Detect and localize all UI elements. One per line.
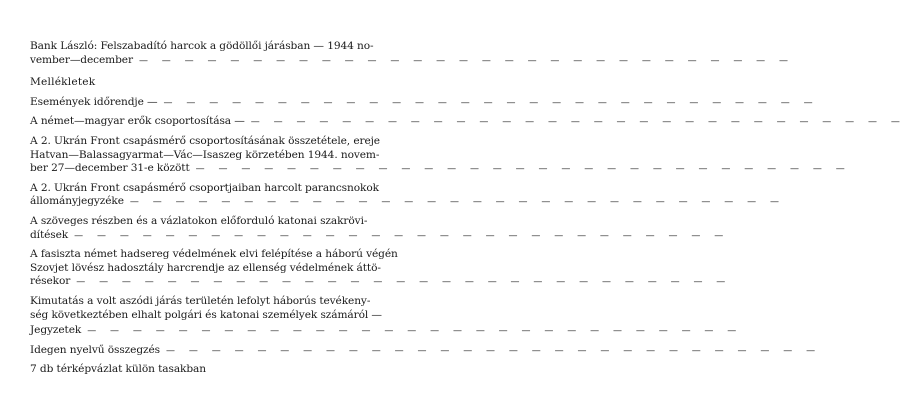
dash-leader: — — — — — — — — — — — — — — — — — — — — — — — — — — — — — (74, 230, 729, 241)
dash-leader: — — — — — — — — — — — — — — — — — — — — — — — — — — — — — (129, 197, 785, 208)
dash-leader: — — — — — — — — — — — — — — — — — — — — — — — — — — — — — (195, 164, 851, 175)
toc-entry (30, 40, 794, 68)
toc-entry (30, 343, 821, 359)
toc-entry-line: Kimutatás a volt aszódi járás területén lefolyt háborús tevékeny- (30, 294, 371, 307)
toc-entry (30, 248, 731, 290)
toc-entry (30, 363, 432, 377)
toc-entry-text: vember—december (30, 53, 133, 66)
dash-leader: — — — — — — — — — — — — — — — — — — — — — — — — — — — — — (250, 117, 905, 128)
dash-leader: — — — — — — — — — — — — — — — — — — — — — — — — — — — — — (166, 345, 821, 356)
dash-leader: — — — — — — — — — — — — — — — — — — — — — — — — — — — — — (76, 277, 731, 288)
toc-entry-last-line (30, 275, 731, 290)
toc-entry-text: dítések (30, 228, 69, 241)
dash-leader: — — — — — — — — — — — — — — — — — — — — — — — — — — — — — (138, 55, 794, 66)
toc-entry-line: Hatvan—Balassagyarmat—Vác—Isaszeg körzetében 1944. novem- (30, 148, 380, 161)
toc-entry (30, 295, 432, 322)
toc-entry-text: Események időrendje — (30, 95, 158, 108)
section-heading: Mellékletek (30, 76, 96, 89)
toc-entry-text: Jegyzetek (30, 324, 82, 337)
toc-entry-text: résekor (30, 275, 71, 288)
toc-entry-last-line (30, 324, 742, 339)
toc-entry-last-line (30, 343, 821, 359)
toc-entry-line: A szöveges részben és a vázlatokon előforduló katonai szakrövi- (30, 214, 368, 227)
toc-entry-text: A német—magyar erők csoportosítása — (30, 115, 245, 128)
dash-leader: — — — — — — — — — — — — — — — — — — — — — — — — — — — — — (87, 326, 742, 337)
toc-entry-last-line (30, 228, 729, 244)
toc-entry (30, 324, 742, 339)
toc-entry (30, 115, 905, 130)
toc-entry-line: Bank László: Felszabadító harcok a gödöllői járásban — 1944 no- (30, 40, 374, 52)
toc-entry-text: 7 db térképvázlat külön tasakban (30, 363, 206, 376)
toc-entry-line: A 2. Ukrán Front csapásmérő csoportosításának összetétele, ereje (30, 134, 380, 147)
toc-entry (30, 95, 819, 111)
toc-entry-line: A 2. Ukrán Front csapásmérő csoportjaiban harcolt parancsnokok (30, 181, 379, 194)
toc-entry-last-line (30, 162, 851, 177)
dash-leader: — — — — — — — — — — — — — — — — — — — — — — — — — — — — — (163, 97, 819, 108)
toc-entry-line: Szovjet lövész hadosztály harcrendje az ellenség védelmének áttö- (30, 261, 381, 274)
table-of-contents (30, 40, 905, 382)
toc-entry-text: ség következtében elhalt polgári és katonai személyek számáról — (30, 308, 382, 321)
toc-entry-last-line (30, 53, 794, 69)
toc-entry-last-line (30, 115, 905, 130)
toc-entry-text: ber 27—december 31-e között (30, 162, 190, 175)
toc-entry-last-line (30, 363, 432, 377)
toc-entry-text: Idegen nyelvű összegzés (30, 343, 160, 356)
toc-entry-last-line (30, 95, 819, 111)
toc-entry-line: A fasiszta német hadsereg védelmének elvi felépítése a háború végén (30, 248, 398, 261)
toc-entry-text: állományjegyzéke (30, 195, 124, 208)
toc-entry (30, 134, 851, 177)
toc-entry (30, 214, 729, 243)
toc-entry-last-line (30, 195, 785, 210)
toc-entry-last-line (30, 309, 432, 323)
toc-entry (30, 181, 785, 210)
